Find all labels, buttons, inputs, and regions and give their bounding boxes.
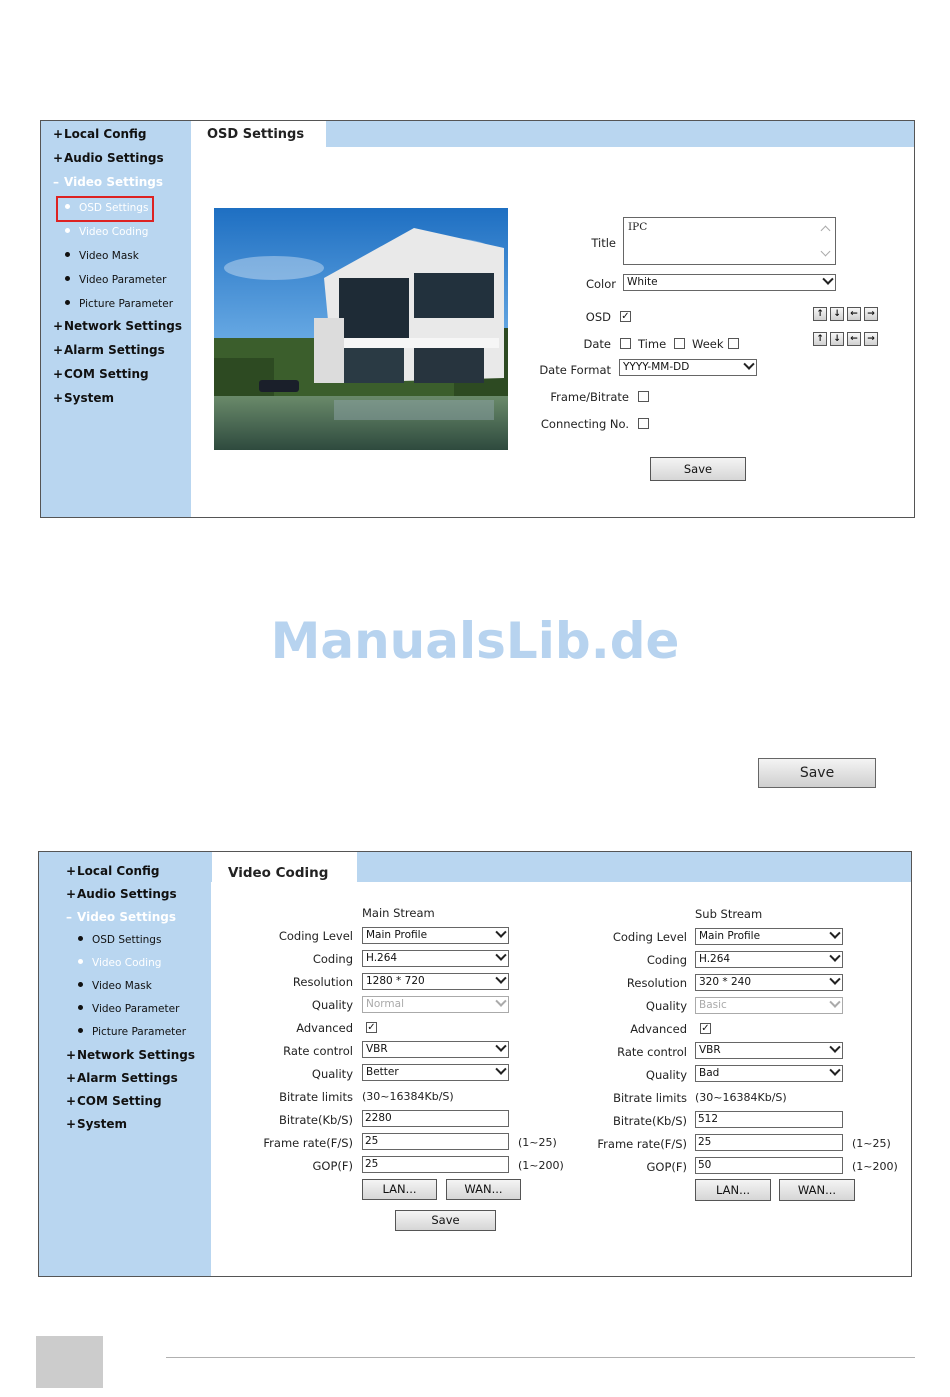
date-checkbox[interactable] [620,338,631,349]
sidebar-item-picture-parameter[interactable]: Picture Parameter [78,1026,186,1038]
sub-coding-level-select[interactable]: Main Profile [695,928,843,945]
main-gop-input[interactable]: 25 [362,1156,509,1173]
arrow-right-button-2[interactable]: → [864,332,878,346]
sub-advanced-label: Advanced [630,1022,687,1036]
main-frame-rate-range: (1~25) [518,1136,557,1149]
footer-divider [166,1357,915,1358]
main-gop-range: (1~200) [518,1159,564,1172]
main-rate-control-label: Rate control [283,1044,353,1058]
time-checkbox[interactable] [674,338,685,349]
chevron-down-icon [829,951,840,962]
chevron-down-icon [822,274,833,285]
arrow-right-button-1[interactable]: → [864,307,878,321]
main-quality2-label: Quality [311,1067,353,1081]
osd-settings-panel [40,120,915,518]
main-quality-label: Quality [311,998,353,1012]
chevron-down-icon [495,973,506,984]
sub-coding-level-label: Coding Level [612,930,687,944]
sidebar-item-video-parameter[interactable]: Video Parameter [78,1003,179,1015]
sub-quality2-select[interactable]: Bad [695,1065,843,1082]
video-preview-image [214,208,508,450]
main-coding-select[interactable]: H.264 [362,950,509,967]
sidebar-item-video-parameter[interactable]: Video Parameter [65,274,166,286]
osd-label: OSD [585,310,611,324]
sub-quality2-label: Quality [645,1068,687,1082]
main-rate-control-select[interactable]: VBR [362,1041,509,1058]
date-format-select[interactable]: YYYY-MM-DD [619,359,757,376]
main-advanced-label: Advanced [296,1021,353,1035]
sub-frame-rate-input[interactable]: 25 [695,1134,843,1151]
sub-bitrate-limits-label: Bitrate limits [613,1091,687,1105]
arrow-down-button-1[interactable]: ↓ [830,307,844,321]
sidebar-item-osd-settings[interactable]: OSD Settings [65,202,148,214]
sub-bitrate-label: Bitrate(Kb/S) [613,1114,687,1128]
main-bitrate-label: Bitrate(Kb/S) [279,1113,353,1127]
nav-system[interactable]: +System [53,391,114,405]
main-stream-title: Main Stream [362,906,435,920]
chevron-down-icon [495,927,506,938]
arrow-down-button-2[interactable]: ↓ [830,332,844,346]
nav-alarm-settings[interactable]: +Alarm Settings [53,343,165,357]
page-number-box [36,1336,103,1388]
main-advanced-checkbox[interactable]: ✓ [367,1022,376,1033]
date-label: Date [583,337,611,351]
nav-local-config[interactable]: +Local Config [66,864,160,878]
connecting-no-label: Connecting No. [540,417,629,431]
sub-wan-button[interactable]: WAN... [779,1179,855,1201]
time-label: Time [638,337,667,351]
week-label: Week [692,337,724,351]
chevron-down-icon [829,1042,840,1053]
main-bitrate-input[interactable]: 2280 [362,1110,509,1127]
sub-coding-select[interactable]: H.264 [695,951,843,968]
main-coding-level-label: Coding Level [278,929,353,943]
main-resolution-select[interactable]: 1280 * 720 [362,973,509,990]
frame-bitrate-checkbox[interactable] [638,391,649,402]
video-coding-panel [38,851,912,1277]
save-button[interactable]: Save [758,758,876,788]
color-label: Color [585,277,616,291]
sub-quality-select[interactable]: Basic [695,997,843,1014]
sub-rate-control-select[interactable]: VBR [695,1042,843,1059]
nav-video-settings[interactable]: – Video Settings [66,910,176,924]
video-coding-save-button[interactable]: Save [395,1210,496,1231]
tab-video-coding[interactable]: Video Coding [212,852,357,883]
title-label: Title [591,236,616,250]
sub-rate-control-label: Rate control [617,1045,687,1059]
date-format-label: Date Format [539,363,611,377]
nav-audio-settings[interactable]: +Audio Settings [66,887,177,901]
chevron-down-icon [495,950,506,961]
main-gop-label: GOP(F) [312,1159,353,1173]
connecting-no-checkbox[interactable] [638,418,649,429]
nav-audio-settings[interactable]: +Audio Settings [53,151,164,165]
scroll-down-icon[interactable] [821,247,831,257]
main-wan-button[interactable]: WAN... [446,1179,521,1200]
osd-save-button[interactable]: Save [650,457,746,481]
sub-coding-label: Coding [646,953,687,967]
chevron-down-icon [495,1041,506,1052]
osd-checkbox[interactable]: ✓ [621,311,630,322]
chevron-down-icon [829,974,840,985]
sub-frame-rate-label: Frame rate(F/S) [597,1137,687,1151]
sub-bitrate-input[interactable]: 512 [695,1111,843,1128]
main-bitrate-limits-value: (30~16384Kb/S) [362,1090,454,1103]
sidebar-item-video-coding[interactable]: Video Coding [65,226,148,238]
main-coding-label: Coding [312,952,353,966]
nav-system[interactable]: +System [66,1117,127,1131]
color-select[interactable]: White [623,274,836,291]
arrow-left-button-1[interactable]: ← [847,307,861,321]
week-checkbox[interactable] [728,338,739,349]
sidebar-item-video-mask[interactable]: Video Mask [78,980,152,992]
main-resolution-label: Resolution [292,975,353,989]
chevron-down-icon [743,359,754,370]
sidebar-item-video-coding[interactable]: Video Coding [78,957,161,969]
chevron-down-icon [495,1064,506,1075]
sub-lan-button[interactable]: LAN... [695,1179,771,1201]
chevron-down-icon [829,1065,840,1076]
nav-alarm-settings[interactable]: +Alarm Settings [66,1071,178,1085]
main-frame-rate-label: Frame rate(F/S) [263,1136,353,1150]
chevron-down-icon [829,928,840,939]
nav-network-settings[interactable]: +Network Settings [66,1048,195,1062]
tab-osd-settings[interactable]: OSD Settings [191,121,326,148]
arrow-up-button-1[interactable]: ↑ [813,307,827,321]
nav-video-settings[interactable]: – Video Settings [53,175,163,189]
watermark: ManualsLib.de [270,612,680,670]
frame-bitrate-label: Frame/Bitrate [550,390,629,404]
sub-advanced-checkbox[interactable]: ✓ [701,1023,710,1034]
main-coding-level-select[interactable]: Main Profile [362,927,509,944]
sub-gop-range: (1~200) [852,1160,898,1173]
nav-com-setting[interactable]: +COM Setting [53,367,149,381]
main-lan-button[interactable]: LAN... [362,1179,437,1200]
sub-bitrate-limits-value: (30~16384Kb/S) [695,1091,787,1104]
sidebar-item-picture-parameter[interactable]: Picture Parameter [65,298,173,310]
main-quality-select[interactable]: Normal [362,996,509,1013]
main-quality2-select[interactable]: Better [362,1064,509,1081]
scroll-up-icon[interactable] [821,226,831,236]
sub-gop-input[interactable]: 50 [695,1157,843,1174]
sub-quality-label: Quality [645,999,687,1013]
sub-resolution-label: Resolution [626,976,687,990]
title-input[interactable]: IPC [623,217,836,265]
sub-stream-title: Sub Stream [695,907,763,921]
nav-network-settings[interactable]: +Network Settings [53,319,182,333]
sub-frame-rate-range: (1~25) [852,1137,891,1150]
sidebar-item-osd-settings[interactable]: OSD Settings [78,934,161,946]
sidebar-item-video-mask[interactable]: Video Mask [65,250,139,262]
sub-resolution-select[interactable]: 320 * 240 [695,974,843,991]
nav-com-setting[interactable]: +COM Setting [66,1094,162,1108]
sub-gop-label: GOP(F) [646,1160,687,1174]
chevron-down-icon [829,997,840,1008]
main-frame-rate-input[interactable]: 25 [362,1133,509,1150]
arrow-left-button-2[interactable]: ← [847,332,861,346]
nav-local-config[interactable]: +Local Config [53,127,147,141]
main-bitrate-limits-label: Bitrate limits [279,1090,353,1104]
chevron-down-icon [495,996,506,1007]
arrow-up-button-2[interactable]: ↑ [813,332,827,346]
